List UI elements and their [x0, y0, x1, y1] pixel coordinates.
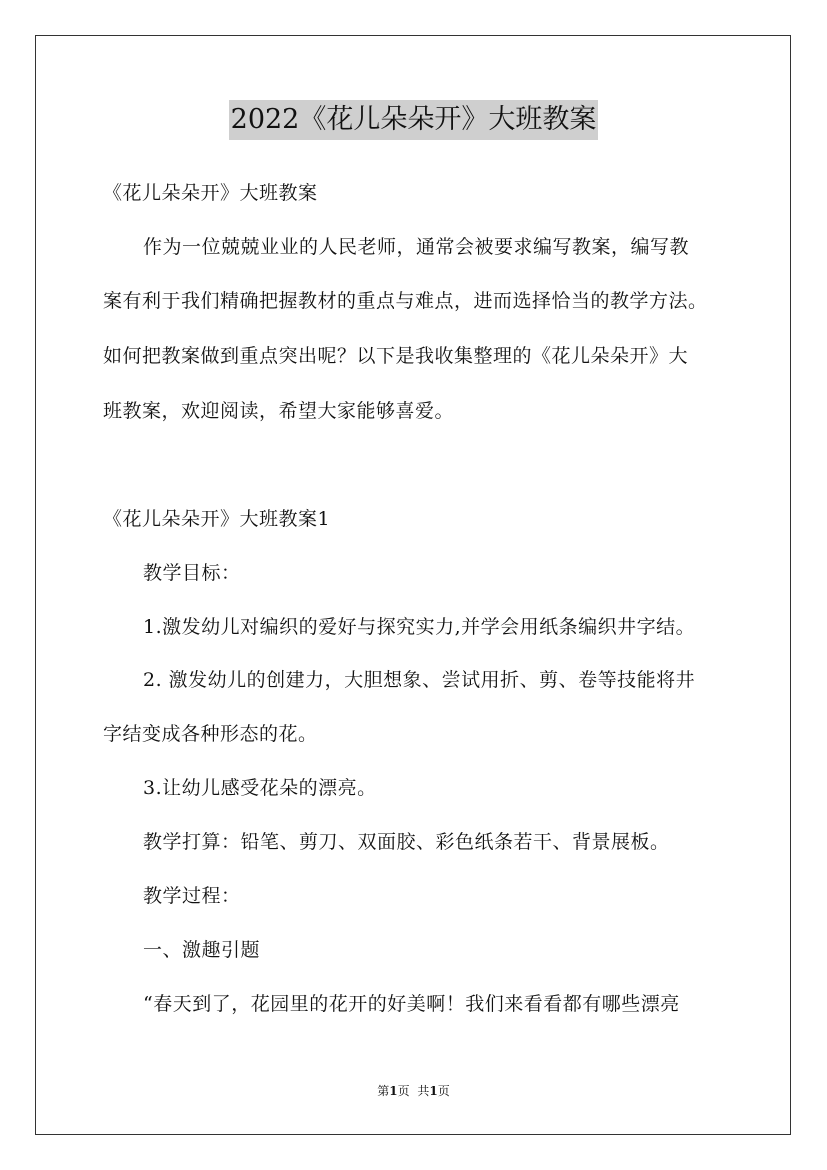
intro-line-3: 如何把教案做到重点突出呢？以下是我收集整理的《花儿朵朵开》大	[103, 345, 689, 367]
step-1-heading: 一、激趣引题	[143, 939, 261, 961]
footer-total-label-2: 页	[437, 1084, 450, 1098]
footer-total-label-1: 共	[417, 1084, 430, 1098]
subtitle: 《花儿朵朵开》大班教案	[103, 182, 318, 204]
title-container	[0, 100, 827, 140]
preparation: 教学打算：铅笔、剪刀、双面胶、彩色纸条若干、背景展板。	[143, 831, 670, 853]
goals-heading: 教学目标：	[143, 562, 241, 584]
footer-page-number: 1	[389, 1084, 398, 1098]
intro-line-2: 案有利于我们精确把握教材的重点与难点，进而选择恰当的教学方法。	[103, 290, 708, 312]
section-heading: 《花儿朵朵开》大班教案1	[103, 508, 331, 530]
goal-1: 1.激发幼儿对编织的爱好与探究实力,并学会用纸条编织井字结。	[143, 616, 696, 638]
footer-page-label-2: 页	[397, 1084, 410, 1098]
footer-total-number: 1	[429, 1084, 438, 1098]
goal-2-line-1: 2. 激发幼儿的创建力，大胆想象、尝试用折、剪、卷等技能将井	[143, 669, 696, 691]
goal-3: 3.让幼儿感受花朵的漂亮。	[143, 777, 377, 799]
page-footer	[0, 1083, 827, 1099]
goal-2-line-2: 字结变成各种形态的花。	[103, 723, 318, 745]
footer-page-label-1: 第	[377, 1084, 390, 1098]
document-title: 2022《花儿朵朵开》大班教案	[229, 100, 599, 140]
step-1-text: “春天到了，花园里的花开的好美啊！我们来看看都有哪些漂亮	[143, 993, 680, 1015]
intro-line-4: 班教案，欢迎阅读，希望大家能够喜爱。	[103, 400, 455, 422]
intro-line-1: 作为一位兢兢业业的人民老师，通常会被要求编写教案，编写教	[143, 236, 690, 258]
process-heading: 教学过程：	[143, 885, 241, 907]
